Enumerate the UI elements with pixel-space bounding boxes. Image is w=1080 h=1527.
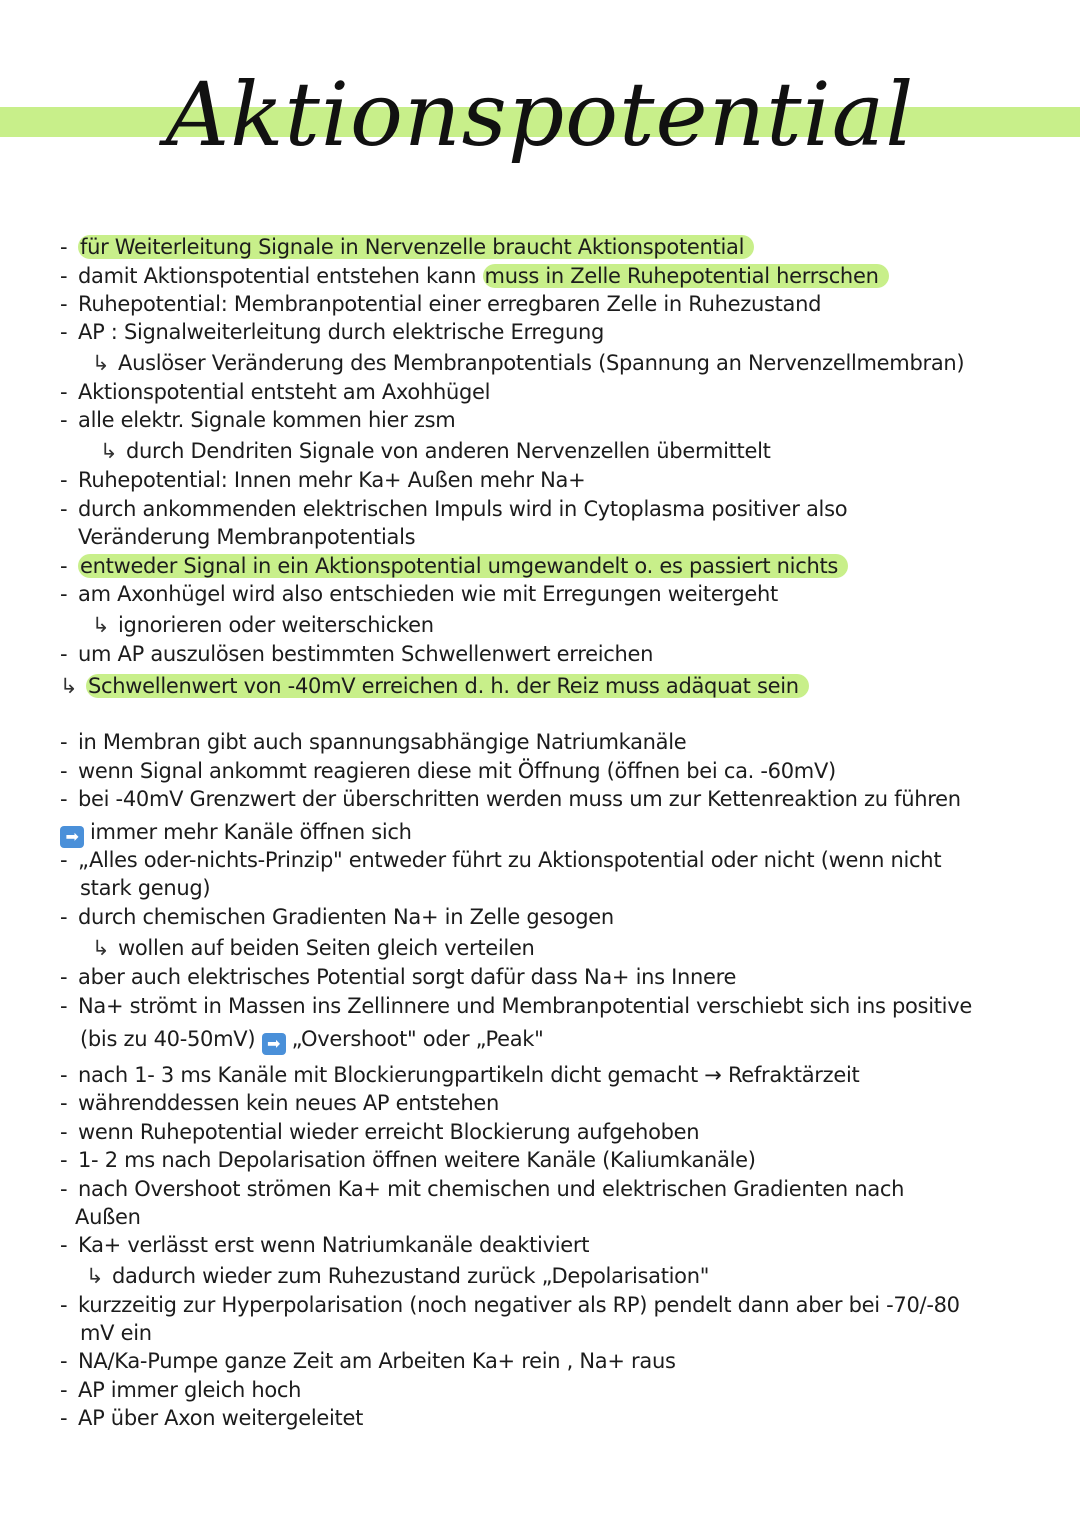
return-arrow-icon: ↳ bbox=[60, 674, 78, 698]
list-item: - wenn Signal ankommt reagieren diese mit Öffnung (öffnen bei ca. -60mV) bbox=[60, 759, 836, 783]
list-item: - nach Overshoot strömen Ka+ mit chemischen und elektrischen Gradienten nach bbox=[60, 1177, 905, 1201]
list-item: - für Weiterleitung Signale in Nervenzelle braucht Aktionspotential bbox=[60, 233, 754, 261]
list-item: - aber auch elektrisches Potential sorgt dafür dass Na+ ins Innere bbox=[60, 965, 737, 989]
list-item: - AP über Axon weitergeleitet bbox=[60, 1406, 364, 1430]
list-item: - NA/Ka-Pumpe ganze Zeit am Arbeiten Ka+ rein , Na+ raus bbox=[60, 1349, 676, 1373]
list-item: - um AP auszulösen bestimmten Schwellenwert erreichen bbox=[60, 642, 654, 666]
sub-item: ↳ dadurch wieder zum Ruhezustand zurück „Depolarisation" bbox=[86, 1264, 710, 1288]
list-item: - „Alles oder-nichts-Prinzip" entweder führt zu Aktionspotential oder nicht (wenn nicht bbox=[60, 848, 942, 872]
list-item: - alle elektr. Signale kommen hier zsm bbox=[60, 408, 456, 432]
list-item: - nach 1- 3 ms Kanäle mit Blockierungpartikeln dicht gemacht → Refraktärzeit bbox=[60, 1063, 860, 1087]
list-item: - Ruhepotential: Innen mehr Ka+ Außen mehr Na+ bbox=[60, 468, 586, 492]
list-item: - Na+ strömt in Massen ins Zellinnere und Membranpotential verschiebt sich ins positive bbox=[60, 994, 972, 1018]
list-item: - AP immer gleich hoch bbox=[60, 1378, 302, 1402]
return-arrow-icon: ↳ bbox=[92, 613, 110, 637]
list-item: - entweder Signal in ein Aktionspotential umgewandelt o. es passiert nichts bbox=[60, 552, 848, 580]
sub-item: ↳ wollen auf beiden Seiten gleich verteilen bbox=[92, 936, 535, 960]
list-item: - AP : Signalweiterleitung durch elektrische Erregung bbox=[60, 320, 605, 344]
sub-item: ↳ ignorieren oder weiterschicken bbox=[92, 613, 434, 637]
list-item: - 1- 2 ms nach Depolarisation öffnen weitere Kanäle (Kaliumkanäle) bbox=[60, 1148, 756, 1172]
page-title: Aktionspotential bbox=[165, 63, 915, 166]
list-item: - Aktionspotential entsteht am Axohhügel bbox=[60, 380, 491, 404]
list-item: - bei -40mV Grenzwert der überschritten werden muss um zur Kettenreaktion zu führen bbox=[60, 787, 961, 811]
return-arrow-icon: ↳ bbox=[92, 936, 110, 960]
highlighted-text: entweder Signal in ein Aktionspotential umgewandelt o. es passiert nichts bbox=[78, 554, 848, 578]
right-arrow-box-icon: ➡ bbox=[262, 1033, 286, 1055]
right-arrow-box-icon: ➡ bbox=[60, 826, 84, 848]
highlighted-text: muss in Zelle Ruhepotential herrschen bbox=[483, 264, 889, 288]
list-item: - Ka+ verlässt erst wenn Natriumkanäle deaktiviert bbox=[60, 1233, 590, 1257]
list-item: - damit Aktionspotential entstehen kann muss in Zelle Ruhepotential herrschen bbox=[60, 262, 889, 290]
list-item: ➡ immer mehr Kanäle öffnen sich bbox=[60, 818, 412, 848]
list-item-continued: Veränderung Membranpotentials bbox=[78, 525, 416, 549]
list-item: - durch ankommenden elektrischen Impuls wird in Cytoplasma positiver also bbox=[60, 497, 848, 521]
list-item-continued: (bis zu 40-50mV) ➡ „Overshoot" oder „Peak" bbox=[80, 1027, 544, 1053]
return-arrow-icon: ↳ bbox=[100, 439, 118, 463]
list-item: - währenddessen kein neues AP entstehen bbox=[60, 1091, 500, 1115]
list-item: - Ruhepotential: Membranpotential einer erregbaren Zelle in Ruhezustand bbox=[60, 292, 822, 316]
return-arrow-icon: ↳ bbox=[86, 1264, 104, 1288]
highlighted-text: Schwellenwert von -40mV erreichen d. h. der Reiz muss adäquat sein bbox=[86, 674, 809, 698]
sub-item: ↳ Auslöser Veränderung des Membranpotentials (Spannung an Nervenzellmembran) bbox=[92, 351, 965, 375]
list-item-continued: Außen bbox=[75, 1205, 141, 1229]
sub-item: ↳ durch Dendriten Signale von anderen Nervenzellen übermittelt bbox=[100, 439, 771, 463]
highlighted-text: für Weiterleitung Signale in Nervenzelle braucht Aktionspotential bbox=[78, 235, 754, 259]
list-item: - am Axonhügel wird also entschieden wie mit Erregungen weitergeht bbox=[60, 582, 778, 606]
list-item: - kurzzeitig zur Hyperpolarisation (noch negativer als RP) pendelt dann aber bei -70/-80 bbox=[60, 1293, 960, 1317]
sub-item bbox=[60, 672, 809, 700]
list-item: - in Membran gibt auch spannungsabhängige Natriumkanäle bbox=[60, 730, 687, 754]
list-item-continued: stark genug) bbox=[80, 876, 211, 900]
list-item: - wenn Ruhepotential wieder erreicht Blockierung aufgehoben bbox=[60, 1120, 700, 1144]
return-arrow-icon: ↳ bbox=[92, 351, 110, 375]
list-item: - durch chemischen Gradienten Na+ in Zelle gesogen bbox=[60, 905, 614, 929]
list-item-continued: mV ein bbox=[80, 1321, 152, 1345]
